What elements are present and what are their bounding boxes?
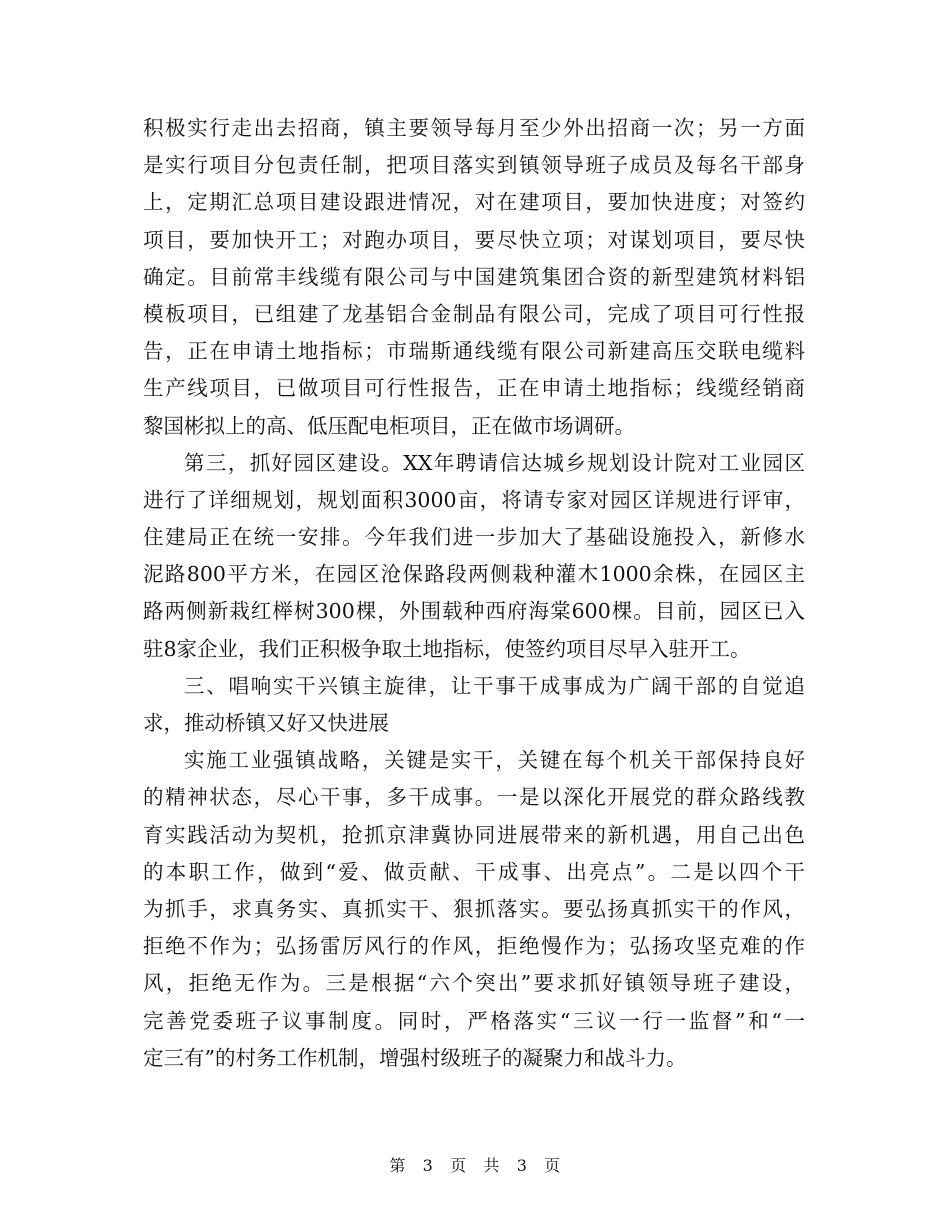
document-body bbox=[143, 110, 805, 1077]
text-line: 生产线项目，已做项目可行性报告，正在申请土地指标；线缆经销商 bbox=[143, 376, 805, 401]
footer-current-page: 3 bbox=[422, 1156, 434, 1175]
text-line: 进行了详细规划，规划面积3000亩，将请专家对园区详规进行评审， bbox=[143, 487, 805, 512]
text-line: 风，拒绝无作为。三是根据“六个突出”要求抓好镇领导班子建设， bbox=[143, 971, 805, 996]
text-line: 住建局正在统一安排。今年我们进一步加大了基础设施投入，新修水 bbox=[143, 525, 805, 550]
text-line: 定三有”的村务工作机制，增强村级班子的凝聚力和战斗力。 bbox=[143, 1045, 687, 1070]
text-line: 三、唱响实干兴镇主旋律，让干事干成事成为广阔干部的自觉追 bbox=[184, 673, 805, 698]
footer-prefix: 第 bbox=[389, 1156, 406, 1175]
text-line: 求，推动桥镇又好又快进展 bbox=[143, 711, 389, 735]
text-line: 泥路800平方米，在园区沧保路段两侧栽种灌木1000余株，在园区主 bbox=[143, 562, 805, 587]
text-line: 驻8家企业，我们正积极争取土地指标，使签约项目尽早入驻开工。 bbox=[143, 636, 751, 661]
text-line: 完善党委班子议事制度。同时，严格落实“三议一行一监督”和“一 bbox=[143, 1008, 805, 1033]
footer-page-word: 页 bbox=[450, 1156, 467, 1175]
text-line: 上，定期汇总项目建设跟进情况，对在建项目，要加快进度；对签约 bbox=[143, 190, 805, 215]
footer-total-word: 共 bbox=[483, 1156, 500, 1175]
footer-total-pages: 3 bbox=[516, 1156, 528, 1175]
text-line: 第三，抓好园区建设。XX年聘请信达城乡规划设计院对工业园区 bbox=[184, 450, 805, 475]
text-line: 积极实行走出去招商，镇主要领导每月至少外出招商一次；另一方面 bbox=[143, 116, 805, 140]
text-line: 拒绝不作为；弘扬雷厉风行的作风，拒绝慢作为；弘扬攻坚克难的作 bbox=[143, 934, 805, 959]
text-line: 实施工业强镇战略，关键是实干，关键在每个机关干部保持良好 bbox=[184, 748, 805, 773]
text-line: 路两侧新栽红榉树300棵，外围载种西府海棠600棵。目前，园区已入 bbox=[143, 599, 805, 624]
text-line: 的本职工作，做到“爱、做贡献、干成事、出亮点”。二是以四个干 bbox=[143, 859, 805, 884]
text-line: 是实行项目分包责任制，把项目落实到镇领导班子成员及每名干部身 bbox=[143, 153, 805, 178]
text-line: 为抓手，求真务实、真抓实干、狠抓落实。要弘扬真抓实干的作风， bbox=[143, 896, 805, 921]
text-line: 确定。目前常丰线缆有限公司与中国建筑集团合资的新型建筑材料铝 bbox=[143, 264, 805, 289]
footer-suffix: 页 bbox=[544, 1156, 561, 1175]
text-line: 的精神状态，尽心干事，多干成事。一是以深化开展党的群众路线教 bbox=[143, 785, 805, 810]
page-footer bbox=[0, 1153, 950, 1176]
text-line: 育实践活动为契机，抢抓京津冀协同进展带来的新机遇，用自己出色 bbox=[143, 822, 805, 847]
text-line: 黎国彬拟上的高、低压配电柜项目，正在做市场调研。 bbox=[143, 413, 635, 438]
text-line: 模板项目，已组建了龙基铝合金制品有限公司，完成了项目可行性报 bbox=[143, 301, 805, 326]
text-line: 告，正在申请土地指标；市瑞斯通线缆有限公司新建高压交联电缆料 bbox=[143, 339, 805, 364]
text-line: 项目，要加快开工；对跑办项目，要尽快立项；对谋划项目，要尽快 bbox=[143, 227, 805, 252]
